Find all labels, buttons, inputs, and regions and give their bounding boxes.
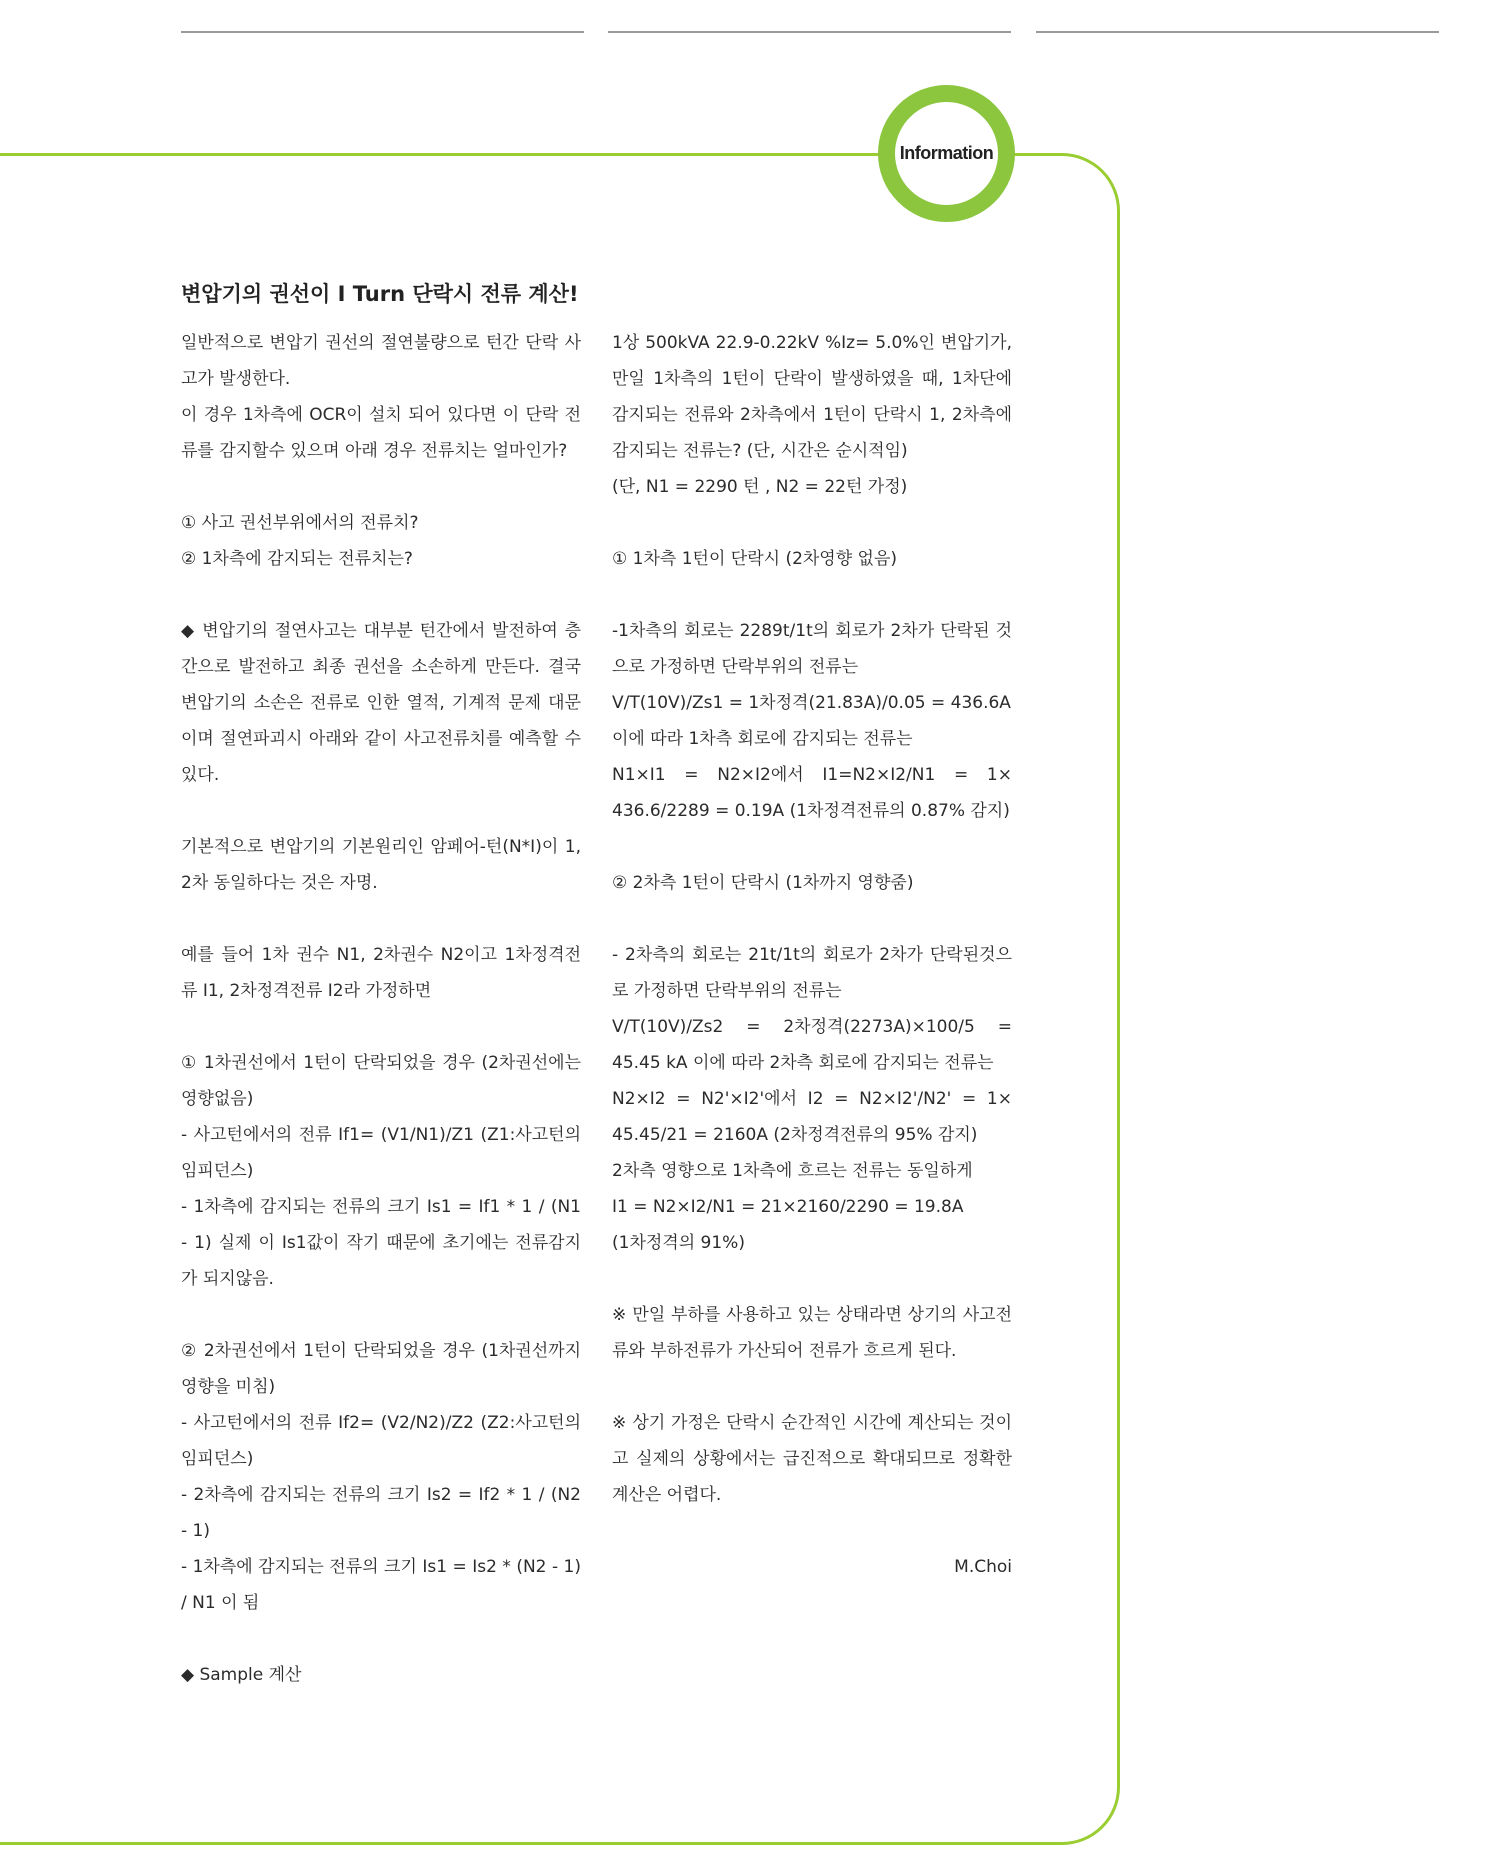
example-paragraph: 예를 들어 1차 권수 N1, 2차권수 N2이고 1차정격전류 I1, 2차정격전류 I2라 가정하면	[181, 945, 581, 1001]
case1-line: - 사고턴에서의 전류 If1= (V1/N1)/Z1 (Z1:사고턴의 임피던스)	[181, 1125, 581, 1181]
left-column	[181, 325, 581, 1729]
solution1-block	[612, 613, 1012, 829]
badge-label: Information	[899, 143, 994, 163]
question-item: ② 1차측에 감지되는 전류치는?	[181, 549, 413, 569]
question-item: ① 사고 권선부위에서의 전류치?	[181, 513, 419, 533]
solution2-line: 2차측 영향으로 1차측에 흐르는 전류는 동일하게	[612, 1161, 973, 1181]
case2-line: - 1차측에 감지되는 전류의 크기 Is1 = Is2 * (N2 - 1) / N1 이 됨	[181, 1557, 581, 1613]
intro-paragraph: 일반적으로 변압기 권선의 절연불량으로 턴간 단락 사고가 발생한다.	[181, 333, 581, 389]
solution1-line: 이에 따라 1차측 회로에 감지되는 전류는	[612, 729, 913, 749]
author-signature: M.Choi	[954, 1557, 1012, 1577]
problem-block	[612, 325, 1012, 505]
solution2-line: V/T(10V)/Zs2 = 2차정격(2273A)×100/5 = 45.45 kA 이에 따라 2차측 회로에 감지되는 전류는	[612, 1017, 1012, 1073]
problem-assumption: (단, N1 = 2290 턴 , N2 = 22턴 가정)	[612, 477, 908, 497]
information-badge	[878, 85, 1015, 222]
solution2-line: N2×I2 = N2'×I2'에서 I2 = N2×I2'/N2' = 1× 45.45/21 = 2160A (2차정격전류의 95% 감지)	[612, 1089, 1012, 1145]
case1-block	[181, 1045, 581, 1297]
article-title: 변압기의 권선이 I Turn 단락시 전류 계산!	[181, 282, 579, 306]
solution2-title: ② 2차측 1턴이 단락시 (1차까지 영향줌)	[612, 873, 914, 893]
solution1-title: ① 1차측 1턴이 단락시 (2차영향 없음)	[612, 549, 898, 569]
case2-line: - 2차측에 감지되는 전류의 크기 Is2 = If2 * 1 / (N2 - 1)	[181, 1485, 581, 1541]
note-load-current: ※ 만일 부하를 사용하고 있는 상태라면 상기의 사고전류와 부하전류가 가산되어 전류가 흐르게 된다.	[612, 1305, 1012, 1361]
case2-block	[181, 1333, 581, 1621]
case2-title: ② 2차권선에서 1턴이 단락되었을 경우 (1차권선까지 영향을 미침)	[181, 1341, 581, 1397]
header-rule-right	[1036, 31, 1439, 33]
case2-line: - 사고턴에서의 전류 If2= (V2/N2)/Z2 (Z2:사고턴의 임피던스)	[181, 1413, 581, 1469]
case1-title: ① 1차권선에서 1턴이 단락되었을 경우 (2차권선에는 영향없음)	[181, 1053, 581, 1109]
sample-heading: ◆ Sample 계산	[181, 1665, 302, 1685]
problem-statement: 1상 500kVA 22.9-0.22kV %Iz= 5.0%인 변압기가, 만일 1차측의 1턴이 단락이 발생하였을 때, 1차단에 감지되는 전류와 2차측에서 1턴이 단락시 1, 2차측에 감지되는 전류는? (단, 시간은 순시적임)	[612, 333, 1012, 461]
question-intro: 이 경우 1차측에 OCR이 설치 되어 있다면 이 단락 전류를 감지할수 있으며 아래 경우 전류치는 얼마인가?	[181, 405, 581, 461]
solution2-line: - 2차측의 회로는 21t/1t의 회로가 2차가 단락된것으로 가정하면 단락부위의 전류는	[612, 945, 1012, 1001]
solution2-block	[612, 937, 1012, 1261]
solution1-line: V/T(10V)/Zs1 = 1차정격(21.83A)/0.05 = 436.6A	[612, 693, 1011, 713]
solution1-line: N1×I1 = N2×I2에서 I1=N2×I2/N1 = 1× 436.6/2289 = 0.19A (1차정격전류의 0.87% 감지)	[612, 765, 1012, 821]
principle-paragraph: 기본적으로 변압기의 기본원리인 암페어-턴(N*I)이 1, 2차 동일하다는 것은 자명.	[181, 837, 581, 893]
solution2-line: (1차정격의 91%)	[612, 1233, 745, 1253]
case1-line: - 1차측에 감지되는 전류의 크기 Is1 = If1 * 1 / (N1 - 1) 실제 이 Is1값이 작기 때문에 초기에는 전류감지가 되지않음.	[181, 1197, 581, 1289]
question-list	[181, 505, 581, 577]
solution2-line: I1 = N2×I2/N1 = 21×2160/2290 = 19.8A	[612, 1197, 964, 1217]
insulation-paragraph: ◆ 변압기의 절연사고는 대부분 턴간에서 발전하여 층간으로 발전하고 최종 권선을 소손하게 만든다. 결국 변압기의 소손은 전류로 인한 열적, 기계적 문제 대문이며 절연파괴시 아래와 같이 사고전류치를 예측할 수 있다.	[181, 621, 581, 785]
header-rule-center	[608, 31, 1011, 33]
solution1-line: -1차측의 회로는 2289t/1t의 회로가 2차가 단락된 것으로 가정하면 단락부위의 전류는	[612, 621, 1012, 677]
right-column	[612, 325, 1012, 1585]
header-rule-left	[181, 31, 584, 33]
note-calculation-limit: ※ 상기 가정은 단락시 순간적인 시간에 계산되는 것이고 실제의 상황에서는 급진적으로 확대되므로 정확한 계산은 어렵다.	[612, 1413, 1012, 1505]
